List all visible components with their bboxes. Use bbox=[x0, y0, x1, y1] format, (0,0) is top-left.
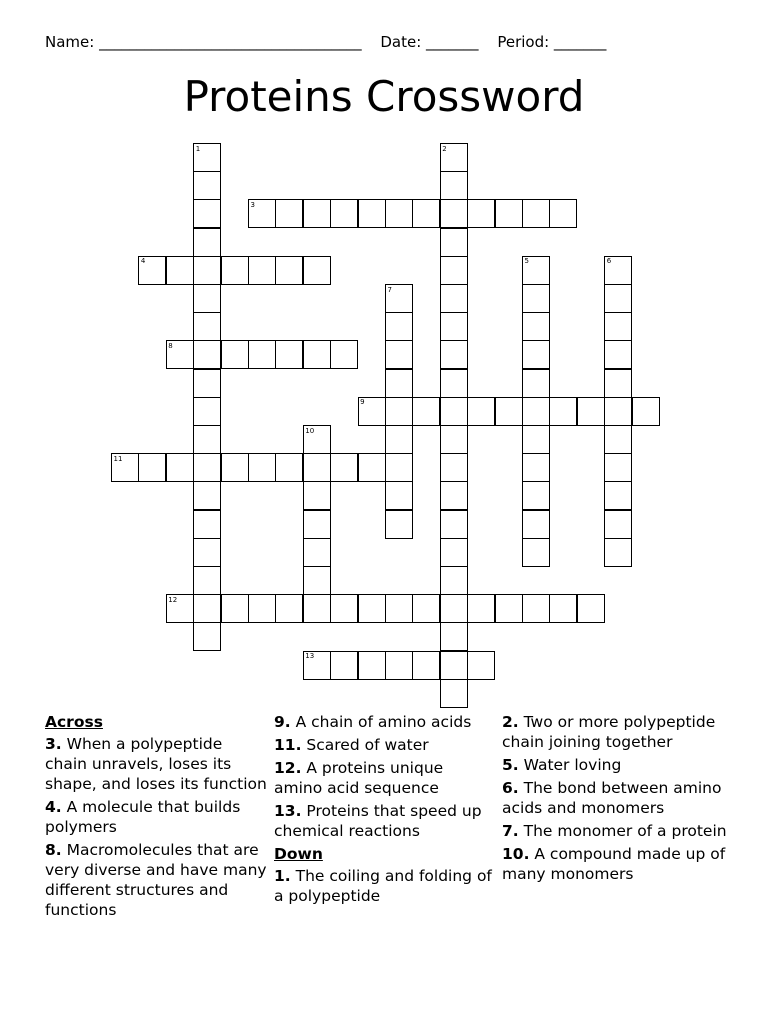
clue-number: 3. bbox=[45, 735, 62, 753]
grid-cell[interactable] bbox=[440, 510, 468, 539]
clue-down-10 bbox=[502, 844, 727, 884]
grid-cell[interactable] bbox=[440, 651, 468, 680]
clue-text: A molecule that builds polymers bbox=[45, 798, 241, 836]
clues-column-3 bbox=[502, 712, 727, 887]
grid-cell[interactable] bbox=[358, 199, 386, 228]
grid-cell[interactable] bbox=[193, 228, 221, 257]
grid-cell[interactable] bbox=[330, 340, 358, 369]
grid-cell[interactable] bbox=[440, 481, 468, 510]
clues-column-2 bbox=[274, 712, 494, 909]
grid-cell[interactable] bbox=[358, 453, 386, 482]
grid-cell[interactable] bbox=[385, 594, 413, 623]
grid-cell[interactable] bbox=[577, 594, 605, 623]
grid-cell[interactable] bbox=[193, 284, 221, 313]
grid-cell[interactable] bbox=[549, 594, 577, 623]
grid-cell[interactable] bbox=[604, 397, 632, 426]
grid-cell[interactable] bbox=[522, 256, 550, 285]
grid-cell[interactable] bbox=[440, 171, 468, 200]
clue-number: 1. bbox=[274, 867, 291, 885]
grid-cell[interactable] bbox=[522, 594, 550, 623]
grid-cell[interactable] bbox=[248, 453, 276, 482]
grid-cell[interactable] bbox=[522, 340, 550, 369]
grid-cell[interactable] bbox=[193, 199, 221, 228]
grid-cell[interactable] bbox=[385, 199, 413, 228]
grid-cell[interactable] bbox=[522, 481, 550, 510]
grid-cell[interactable] bbox=[412, 199, 440, 228]
grid-cell[interactable] bbox=[385, 481, 413, 510]
grid-clue-number: 6 bbox=[606, 257, 612, 266]
grid-cell[interactable] bbox=[166, 340, 194, 369]
grid-clue-number: 11 bbox=[113, 454, 123, 463]
clue-number: 2. bbox=[502, 713, 519, 731]
grid-cell[interactable] bbox=[604, 453, 632, 482]
grid-cell[interactable] bbox=[275, 453, 303, 482]
clue-number: 7. bbox=[502, 822, 519, 840]
grid-cell[interactable] bbox=[412, 651, 440, 680]
grid-clue-number: 13 bbox=[305, 652, 315, 661]
grid-cell[interactable] bbox=[522, 453, 550, 482]
grid-clue-number: 2 bbox=[442, 144, 447, 153]
grid-cell[interactable] bbox=[522, 397, 550, 426]
grid-cell[interactable] bbox=[385, 510, 413, 539]
clue-text: Scared of water bbox=[301, 736, 429, 754]
grid-cell[interactable] bbox=[604, 425, 632, 454]
grid-cell[interactable] bbox=[330, 453, 358, 482]
grid-cell[interactable] bbox=[495, 397, 523, 426]
clue-down-1 bbox=[274, 866, 494, 906]
grid-cell[interactable] bbox=[166, 453, 194, 482]
grid-clue-number: 1 bbox=[195, 144, 201, 153]
grid-cell[interactable] bbox=[440, 397, 468, 426]
clue-down-5 bbox=[502, 755, 727, 775]
grid-cell[interactable] bbox=[303, 481, 331, 510]
grid-cell[interactable] bbox=[385, 453, 413, 482]
grid-cell[interactable] bbox=[604, 510, 632, 539]
grid-cell[interactable] bbox=[440, 453, 468, 482]
clue-text: The bond between amino acids and monomers bbox=[502, 779, 722, 817]
grid-cell[interactable] bbox=[385, 284, 413, 313]
grid-cell[interactable] bbox=[549, 199, 577, 228]
grid-cell[interactable] bbox=[522, 510, 550, 539]
grid-cell[interactable] bbox=[248, 256, 276, 285]
clue-text: A proteins unique amino acid sequence bbox=[274, 759, 444, 797]
clue-number: 11. bbox=[274, 736, 302, 754]
grid-cell[interactable] bbox=[275, 199, 303, 228]
grid-cell[interactable] bbox=[111, 453, 139, 482]
grid-cell[interactable] bbox=[440, 679, 468, 708]
grid-cell[interactable] bbox=[221, 340, 249, 369]
clue-number: 10. bbox=[502, 845, 530, 863]
grid-clue-number: 12 bbox=[168, 595, 178, 604]
grid-cell[interactable] bbox=[193, 538, 221, 567]
clue-down-7 bbox=[502, 821, 727, 841]
grid-clue-number: 4 bbox=[140, 257, 146, 266]
grid-cell[interactable] bbox=[604, 538, 632, 567]
across-heading: Across bbox=[45, 713, 103, 731]
grid-cell[interactable] bbox=[604, 481, 632, 510]
grid-cell[interactable] bbox=[248, 199, 276, 228]
grid-cell[interactable] bbox=[303, 340, 331, 369]
grid-cell[interactable] bbox=[193, 566, 221, 595]
name-field-label: Name: ___________________________________ bbox=[45, 33, 362, 51]
grid-cell[interactable] bbox=[604, 312, 632, 341]
grid-cell[interactable] bbox=[193, 594, 221, 623]
grid-cell[interactable] bbox=[330, 199, 358, 228]
grid-cell[interactable] bbox=[522, 538, 550, 567]
grid-cell[interactable] bbox=[193, 510, 221, 539]
grid-cell[interactable] bbox=[303, 538, 331, 567]
clue-text: The coiling and folding of a polypeptide bbox=[274, 867, 492, 905]
grid-cell[interactable] bbox=[303, 510, 331, 539]
grid-cell[interactable] bbox=[193, 143, 221, 172]
grid-cell[interactable] bbox=[632, 397, 660, 426]
grid-cell[interactable] bbox=[467, 397, 495, 426]
grid-cell[interactable] bbox=[303, 453, 331, 482]
grid-cell[interactable] bbox=[193, 622, 221, 651]
grid-cell[interactable] bbox=[440, 312, 468, 341]
grid-cell[interactable] bbox=[166, 256, 194, 285]
clue-across-11 bbox=[274, 735, 494, 755]
period-field-label: Period: _______ bbox=[497, 33, 607, 51]
clue-number: 9. bbox=[274, 713, 291, 731]
grid-cell[interactable] bbox=[495, 199, 523, 228]
grid-cell[interactable] bbox=[303, 425, 331, 454]
page-title: Proteins Crossword bbox=[183, 72, 585, 121]
grid-cell[interactable] bbox=[193, 312, 221, 341]
clue-across-12 bbox=[274, 758, 494, 798]
grid-cell[interactable] bbox=[330, 594, 358, 623]
grid-cell[interactable] bbox=[604, 340, 632, 369]
grid-cell[interactable] bbox=[385, 397, 413, 426]
grid-cell[interactable] bbox=[330, 651, 358, 680]
clue-number: 4. bbox=[45, 798, 62, 816]
grid-cell[interactable] bbox=[385, 369, 413, 398]
down-heading: Down bbox=[274, 845, 323, 863]
grid-cell[interactable] bbox=[358, 397, 386, 426]
grid-cell[interactable] bbox=[275, 594, 303, 623]
grid-cell[interactable] bbox=[549, 397, 577, 426]
grid-cell[interactable] bbox=[385, 312, 413, 341]
clue-down-2 bbox=[502, 712, 727, 752]
grid-cell[interactable] bbox=[166, 594, 194, 623]
grid-cell[interactable] bbox=[522, 199, 550, 228]
grid-cell[interactable] bbox=[303, 256, 331, 285]
clue-across-4 bbox=[45, 797, 267, 837]
grid-cell[interactable] bbox=[358, 651, 386, 680]
clue-across-9 bbox=[274, 712, 494, 732]
grid-cell[interactable] bbox=[604, 256, 632, 285]
grid-cell[interactable] bbox=[385, 425, 413, 454]
grid-cell[interactable] bbox=[522, 312, 550, 341]
grid-cell[interactable] bbox=[577, 397, 605, 426]
clue-text: A compound made up of many monomers bbox=[502, 845, 726, 883]
grid-cell[interactable] bbox=[385, 340, 413, 369]
grid-cell[interactable] bbox=[358, 594, 386, 623]
clue-number: 12. bbox=[274, 759, 302, 777]
clues-column-1 bbox=[45, 712, 267, 923]
clue-text: When a polypeptide chain unravels, loses its shape, and loses its function bbox=[45, 735, 267, 793]
grid-cell[interactable] bbox=[440, 594, 468, 623]
grid-cell[interactable] bbox=[193, 453, 221, 482]
grid-cell[interactable] bbox=[193, 256, 221, 285]
grid-cell[interactable] bbox=[303, 199, 331, 228]
grid-clue-number: 9 bbox=[360, 398, 365, 407]
grid-cell[interactable] bbox=[303, 594, 331, 623]
clue-across-8 bbox=[45, 840, 267, 920]
clue-number: 6. bbox=[502, 779, 519, 797]
grid-cell[interactable] bbox=[193, 397, 221, 426]
grid-cell[interactable] bbox=[385, 651, 413, 680]
clue-text: Macromolecules that are very diverse and have many different structures and functions bbox=[45, 841, 267, 919]
grid-cell[interactable] bbox=[248, 594, 276, 623]
grid-cell[interactable] bbox=[193, 369, 221, 398]
grid-clue-number: 3 bbox=[250, 200, 255, 209]
date-field-label: Date: _______ bbox=[380, 33, 479, 51]
grid-cell[interactable] bbox=[440, 369, 468, 398]
grid-cell[interactable] bbox=[221, 594, 249, 623]
grid-cell[interactable] bbox=[221, 453, 249, 482]
grid-clue-number: 8 bbox=[168, 341, 173, 350]
grid-cell[interactable] bbox=[604, 369, 632, 398]
clue-text: Proteins that speed up chemical reactions bbox=[274, 802, 482, 840]
clue-across-13 bbox=[274, 801, 494, 841]
grid-cell[interactable] bbox=[303, 651, 331, 680]
clue-number: 13. bbox=[274, 802, 302, 820]
grid-cell[interactable] bbox=[193, 340, 221, 369]
grid-clue-number: 10 bbox=[305, 426, 315, 435]
grid-cell[interactable] bbox=[467, 199, 495, 228]
grid-cell[interactable] bbox=[604, 284, 632, 313]
clue-number: 5. bbox=[502, 756, 519, 774]
grid-cell[interactable] bbox=[440, 622, 468, 651]
grid-cell[interactable] bbox=[467, 651, 495, 680]
grid-cell[interactable] bbox=[522, 369, 550, 398]
grid-cell[interactable] bbox=[221, 256, 249, 285]
grid-cell[interactable] bbox=[522, 425, 550, 454]
grid-clue-number: 5 bbox=[524, 257, 529, 266]
clue-text: Two or more polypeptide chain joining together bbox=[502, 713, 716, 751]
grid-cell[interactable] bbox=[138, 453, 166, 482]
clue-down-6 bbox=[502, 778, 727, 818]
grid-cell[interactable] bbox=[412, 397, 440, 426]
grid-cell[interactable] bbox=[440, 199, 468, 228]
grid-cell[interactable] bbox=[303, 566, 331, 595]
clue-text: Water loving bbox=[518, 756, 622, 774]
grid-cell[interactable] bbox=[440, 566, 468, 595]
grid-cell[interactable] bbox=[440, 538, 468, 567]
grid-clue-number: 7 bbox=[387, 285, 392, 294]
clue-number: 8. bbox=[45, 841, 62, 859]
grid-cell[interactable] bbox=[440, 228, 468, 257]
grid-cell[interactable] bbox=[440, 256, 468, 285]
clue-text: A chain of amino acids bbox=[290, 713, 472, 731]
grid-cell[interactable] bbox=[193, 171, 221, 200]
grid-cell[interactable] bbox=[440, 284, 468, 313]
grid-cell[interactable] bbox=[275, 340, 303, 369]
grid-cell[interactable] bbox=[193, 481, 221, 510]
clue-text: The monomer of a protein bbox=[518, 822, 727, 840]
clue-across-3 bbox=[45, 734, 267, 794]
grid-cell[interactable] bbox=[522, 284, 550, 313]
grid-cell[interactable] bbox=[440, 340, 468, 369]
grid-cell[interactable] bbox=[440, 425, 468, 454]
grid-cell[interactable] bbox=[193, 425, 221, 454]
grid-cell[interactable] bbox=[138, 256, 166, 285]
grid-cell[interactable] bbox=[467, 594, 495, 623]
grid-cell[interactable] bbox=[412, 594, 440, 623]
grid-cell[interactable] bbox=[248, 340, 276, 369]
grid-cell[interactable] bbox=[275, 256, 303, 285]
grid-cell[interactable] bbox=[440, 143, 468, 172]
grid-cell[interactable] bbox=[495, 594, 523, 623]
